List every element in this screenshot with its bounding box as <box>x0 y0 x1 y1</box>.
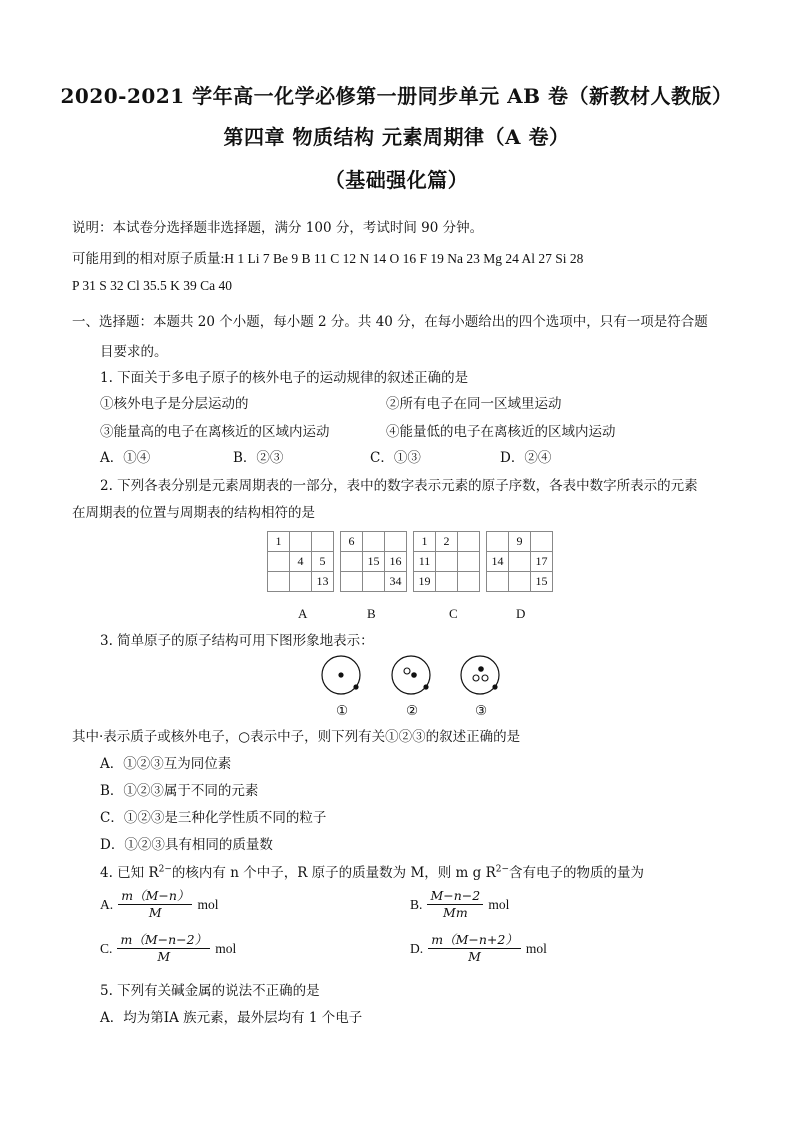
paper-title: 2020-2021 学年高一化学必修第一册同步单元 AB 卷（新教材人教版） <box>60 84 733 108</box>
q4-charge-1: 2− <box>158 864 172 875</box>
atom-2-electron <box>423 684 428 689</box>
option-label: A. <box>100 897 114 912</box>
numerator: m（M−n） <box>118 888 192 905</box>
table-label-d: D <box>516 606 526 621</box>
q4-option-a <box>100 888 219 921</box>
atom-1-proton <box>338 672 343 677</box>
table-cell: 16 <box>385 552 407 572</box>
table-cell: 11 <box>414 552 436 572</box>
table-cell <box>341 552 363 572</box>
unit: mol <box>488 897 510 912</box>
denominator: M <box>157 949 171 964</box>
fraction <box>118 888 192 921</box>
table-cell <box>363 532 385 552</box>
table-cell: 2 <box>436 532 458 552</box>
q4-stem-post: 含有电子的物质的量为 <box>509 865 645 881</box>
option-label: D. <box>410 941 424 956</box>
exam-note: 说明：本试卷分选择题非选择题，满分 100 分，考试时间 90 分钟。 <box>72 220 484 236</box>
q3-option-d: D．①②③具有相同的质量数 <box>100 837 273 853</box>
table-cell <box>458 572 480 592</box>
table-cell: 14 <box>487 552 509 572</box>
table-cell <box>341 572 363 592</box>
q1-statement-1: ①核外电子是分层运动的 <box>100 396 249 412</box>
numerator: m（M−n−2） <box>117 932 210 949</box>
table-cell <box>509 552 531 572</box>
atomic-masses-line2: P 31 S 32 Cl 35.5 K 39 Ca 40 <box>72 278 233 293</box>
table-cell <box>290 532 312 552</box>
table-cell <box>487 572 509 592</box>
atom-label-3: ③ <box>475 703 488 719</box>
q4-option-c <box>100 932 236 965</box>
table-cell <box>531 532 553 552</box>
fraction <box>427 888 483 921</box>
q5-option-a: A．均为第ⅠA 族元素，最外层均有 1 个电子 <box>100 1010 363 1026</box>
atom-3-neutron-2 <box>482 675 488 681</box>
table-cell: 9 <box>509 532 531 552</box>
table-cell <box>509 572 531 592</box>
q4-stem <box>100 861 644 881</box>
q4-charge-2: 2− <box>495 864 510 875</box>
atom-label-2: ② <box>406 703 419 719</box>
atomic-masses-line1: 可能用到的相对原子质量:H 1 Li 7 Be 9 B 11 C 12 N 14 O 16 F 19 Na 23 Mg 24 Al 27 Si 28 <box>72 251 584 266</box>
table-cell <box>458 552 480 572</box>
numerator: m（M−n+2） <box>428 932 521 949</box>
table-cell <box>436 572 458 592</box>
table-cell <box>385 532 407 552</box>
table-label-b: B <box>367 606 376 621</box>
section-heading-line2: 目要求的。 <box>100 344 168 360</box>
q1-option-b: B．②③ <box>233 450 284 466</box>
fraction <box>117 932 210 965</box>
q4-option-b <box>410 888 509 921</box>
q3-option-c: C．①②③是三种化学性质不同的粒子 <box>100 810 327 826</box>
periodic-table-fragment-b <box>340 531 407 592</box>
unit: mol <box>197 897 219 912</box>
table-cell: 5 <box>312 552 334 572</box>
q2-stem-line1: 2. 下列各表分别是元素周期表的一部分，表中的数字表示元素的原子序数，各表中数字所表示的元素 <box>100 478 698 494</box>
fraction <box>428 932 521 965</box>
table-cell: 13 <box>312 572 334 592</box>
q1-statement-2: ②所有电子在同一区域里运动 <box>386 396 562 412</box>
q1-option-d: D．②④ <box>500 450 552 466</box>
q1-statement-4: ④能量低的电子在离核近的区域内运动 <box>386 424 616 440</box>
q1-option-c: C．①③ <box>370 450 421 466</box>
table-label-c: C <box>449 606 458 621</box>
denominator: M <box>148 905 162 920</box>
q3-note: 其中·表示质子或核外电子，○表示中子，则下列有关①②③的叙述正确的是 <box>72 729 521 745</box>
atom-1-electron <box>353 684 358 689</box>
table-cell: 17 <box>531 552 553 572</box>
atom-structure-diagram <box>310 650 510 700</box>
table-cell: 1 <box>414 532 436 552</box>
table-cell <box>436 552 458 572</box>
atom-3-neutron-1 <box>473 675 479 681</box>
q5-stem: 5. 下列有关碱金属的说法不正确的是 <box>100 983 320 999</box>
q3-option-b: B．①②③属于不同的元素 <box>100 783 259 799</box>
periodic-table-fragment-a <box>267 531 334 592</box>
subtitle: （基础强化篇） <box>324 168 469 192</box>
section-heading-line1: 一、选择题：本题共 20 个小题，每小题 2 分。共 40 分，在每小题给出的四个选项中，只有一项是符合题 <box>72 314 708 330</box>
q1-option-a: A．①④ <box>100 450 151 466</box>
periodic-table-fragment-d <box>486 531 553 592</box>
option-label: C. <box>100 941 113 956</box>
q2-stem-line2: 在周期表的位置与周期表的结构相符的是 <box>72 505 315 521</box>
atom-2-neutron <box>404 668 410 674</box>
table-cell: 15 <box>531 572 553 592</box>
atom-3-electron <box>492 684 497 689</box>
table-cell <box>312 532 334 552</box>
table-cell <box>268 552 290 572</box>
table-label-a: A <box>298 606 308 621</box>
table-cell: 6 <box>341 532 363 552</box>
denominator: M <box>468 949 481 964</box>
q1-stem: 1. 下面关于多电子原子的核外电子的运动规律的叙述正确的是 <box>100 370 469 386</box>
option-label: B. <box>410 897 423 912</box>
table-cell <box>487 532 509 552</box>
periodic-table-fragment-c <box>413 531 480 592</box>
atom-3-proton <box>478 666 484 672</box>
table-cell: 34 <box>385 572 407 592</box>
q4-stem-mid: 的核内有 n 个中子，R 原子的质量数为 M，则 m g R <box>171 865 496 881</box>
table-cell: 15 <box>363 552 385 572</box>
chapter-title: 第四章 物质结构 元素周期律（A 卷） <box>223 125 570 149</box>
table-cell <box>290 572 312 592</box>
table-cell <box>458 532 480 552</box>
table-cell: 19 <box>414 572 436 592</box>
denominator: Mm <box>443 905 468 920</box>
table-cell: 4 <box>290 552 312 572</box>
q3-stem: 3. 简单原子的原子结构可用下图形象地表示： <box>100 633 374 649</box>
numerator: M−n−2 <box>427 888 483 905</box>
q4-option-d <box>410 932 547 965</box>
table-cell <box>363 572 385 592</box>
q4-stem-pre: 4. 已知 R <box>100 865 159 881</box>
unit: mol <box>525 941 547 956</box>
unit: mol <box>215 941 237 956</box>
table-cell: 1 <box>268 532 290 552</box>
atom-2-proton <box>411 672 417 678</box>
q1-statement-3: ③能量高的电子在离核近的区域内运动 <box>100 424 330 440</box>
table-cell <box>268 572 290 592</box>
atom-label-1: ① <box>336 703 349 719</box>
q3-option-a: A．①②③互为同位素 <box>100 756 232 772</box>
